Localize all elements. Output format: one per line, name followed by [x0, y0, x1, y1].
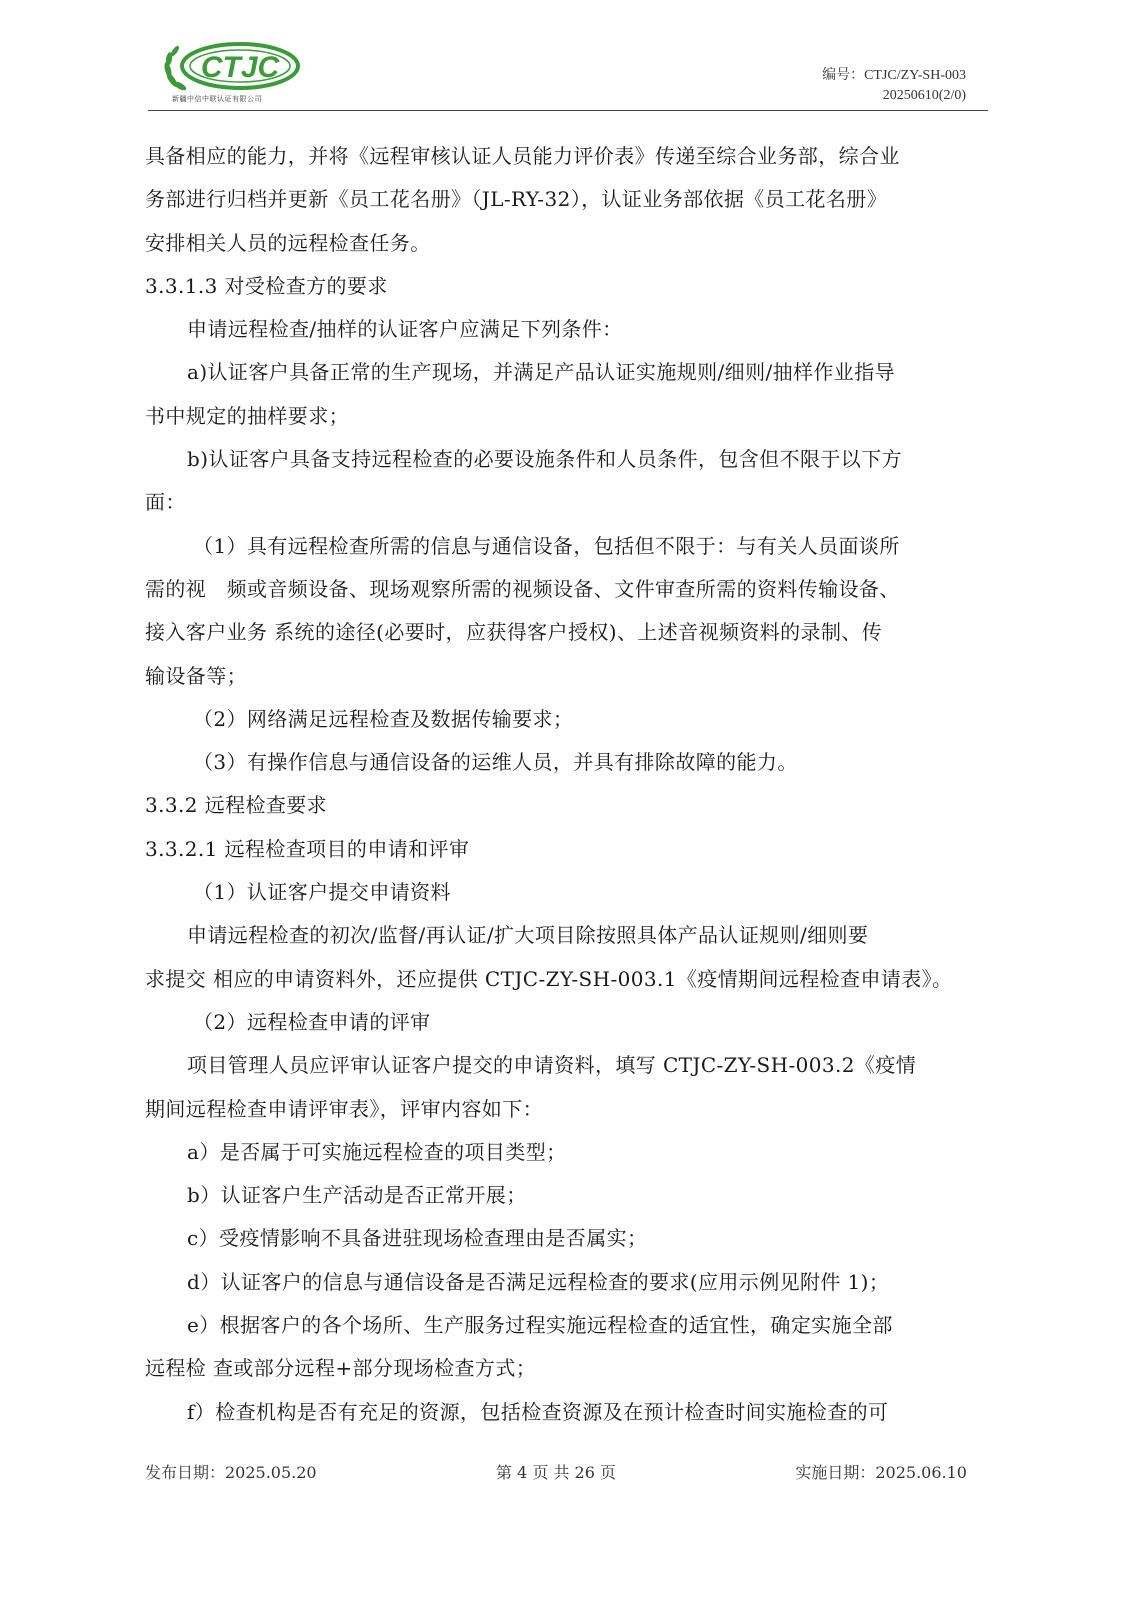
list-item: b）认证客户生产活动是否正常开展； [187, 1183, 527, 1208]
document-body [145, 135, 969, 1434]
document-version: 20250610(2/0) [882, 88, 966, 103]
section-heading: 3.3.2 远程检查要求 [145, 793, 328, 818]
publish-date: 发布日期：2025.05.20 [145, 1463, 317, 1482]
logo-emblem-icon [158, 40, 318, 96]
list-item: c）受疫情影响不具备进驻现场检查理由是否属实； [187, 1226, 648, 1251]
section-heading: 3.3.2.1 远程检查项目的申请和评审 [145, 836, 470, 861]
list-item: e）根据客户的各个场所、生产服务过程实施远程检查的适宜性，确定实施全部 [187, 1313, 893, 1338]
body-line: 求提交 相应的申请资料外，还应提供 CTJC-ZY-SH-003.1《疫情期间远程检查申请表》。 [145, 966, 953, 991]
list-item: （3）有操作信息与通信设备的运维人员，并具有排除故障的能力。 [193, 750, 798, 775]
body-line: 期间远程检查申请评审表》，评审内容如下： [145, 1096, 543, 1121]
body-line: 申请远程检查/抽样的认证客户应满足下列条件： [187, 317, 623, 342]
document-number: 编号：CTJC/ZY-SH-003 [822, 68, 966, 83]
list-item: （1）认证客户提交申请资料 [193, 880, 451, 905]
list-item: （2）网络满足远程检查及数据传输要求； [193, 706, 574, 731]
page-footer [145, 1460, 967, 1484]
page-header [148, 36, 988, 111]
company-logo [158, 40, 318, 102]
section-heading: 3.3.1.3 对受检查方的要求 [145, 273, 388, 298]
body-line: 项目管理人员应评审认证客户提交的申请资料，填写 CTJC-ZY-SH-003.2《疫情 [187, 1053, 917, 1078]
body-line: 安排相关人员的远程检查任务。 [145, 230, 431, 255]
body-line: 具备相应的能力，并将《远程审核认证人员能力评价表》传递至综合业务部，综合业 [145, 144, 900, 168]
list-item: a）是否属于可实施远程检查的项目类型； [187, 1139, 567, 1164]
effective-date: 实施日期：2025.06.10 [795, 1463, 967, 1482]
body-line: 务部进行归档并更新《员工花名册》（JL-RY-32），认证业务部依据《员工花名册》 [145, 187, 888, 212]
list-item: d）认证客户的信息与通信设备是否满足远程检查的要求(应用示例见附件 1)； [187, 1269, 890, 1294]
body-line: 接入客户业务 系统的途径(必要时，应获得客户授权)、上述音视频资料的录制、传 [145, 620, 883, 645]
document-code-block [822, 66, 966, 106]
body-line: 远程检 查或部分远程+部分现场检查方式； [145, 1356, 537, 1381]
company-name: 新疆中信中联认证有限公司 [172, 95, 262, 103]
page-number: 第 4 页 共 26 页 [496, 1463, 616, 1482]
list-item: f）检查机构是否有充足的资源，包括检查资源及在预计检查时间实施检查的可 [187, 1399, 889, 1424]
list-item: a)认证客户具备正常的生产现场，并满足产品认证实施规则/细则/抽样作业指导 [187, 360, 896, 385]
body-line: 输设备等； [145, 663, 247, 688]
logo-letters: CTJC [200, 51, 280, 84]
body-line: 申请远程检查的初次/监督/再认证/扩大项目除按照具体产品认证规则/细则要 [187, 923, 869, 948]
list-item: b)认证客户具备支持远程检查的必要设施条件和人员条件，包含但不限于以下方 [187, 447, 903, 472]
body-line: 需的视 频或音频设备、现场观察所需的视频设备、文件审查所需的资料传输设备、 [145, 576, 900, 601]
body-line: 面： [145, 490, 186, 515]
body-line: 书中规定的抽样要求； [145, 403, 349, 428]
list-item: （2）远程检查申请的评审 [193, 1009, 431, 1034]
list-item: （1）具有远程检查所需的信息与通信设备，包括但不限于：与有关人员面谈所 [193, 533, 900, 558]
